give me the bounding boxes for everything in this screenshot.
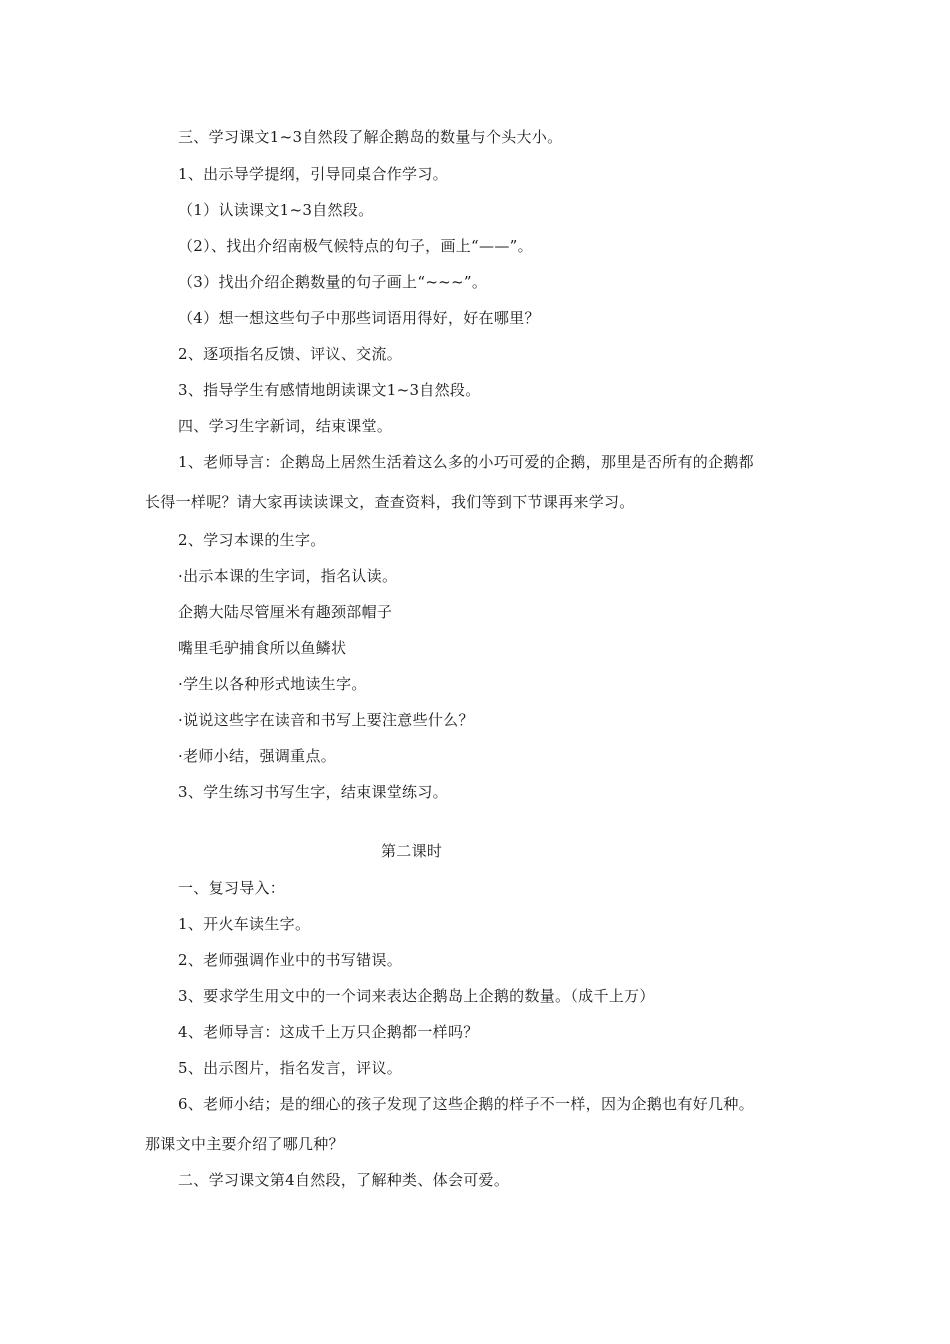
paragraph-line: 1、老师导言：企鹅岛上居然生活着这么多的小巧可爱的企鹅，那里是否所有的企鹅都 [178,453,754,471]
vocab-line: 企鹅大陆尽管厘米有趣颈部帽子 [178,603,393,621]
paragraph-line: 1、开火车读生字。 [178,915,311,933]
paragraph-line: 那课文中主要介绍了哪几种？ [145,1135,344,1153]
paragraph-line: 3、学生练习书写生字，结束课堂练习。 [178,783,448,801]
paragraph-line: 6、老师小结；是的细心的孩子发现了这些企鹅的样子不一样，因为企鹅也有好几种。 [178,1095,754,1113]
paragraph-line: 3、要求学生用文中的一个词来表达企鹅岛上企鹅的数量。（成千上万） [178,987,655,1005]
paragraph-line: 1、出示导学提纲，引导同桌合作学习。 [178,165,448,183]
paragraph-line: （2）、找出介绍南极气候特点的句子，画上“——”。 [178,237,533,255]
bullet-line: ·学生以各种形式地读生字。 [178,675,367,693]
paragraph-line: 长得一样呢？请大家再读读课文，查查资料，我们等到下节课再来学习。 [145,493,635,511]
bullet-line: ·说说这些字在读音和书写上要注意些什么？ [178,711,474,729]
section-heading-1: 一、复习导入： [178,879,286,897]
paragraph-line: 2、老师强调作业中的书写错误。 [178,951,403,969]
section-heading-2: 二、学习课文第4自然段，了解种类、体会可爱。 [178,1171,510,1189]
paragraph-line: （3）找出介绍企鹅数量的句子画上“~~~”。 [178,273,488,291]
lesson-title: 第二课时 [381,842,443,860]
bullet-line: ·老师小结，强调重点。 [178,747,337,765]
paragraph-line: （4）想一想这些句子中那些词语用得好，好在哪里？ [178,309,540,327]
vocab-line: 嘴里毛驴捕食所以鱼鳞状 [178,639,347,657]
paragraph-line: 2、学习本课的生字。 [178,531,326,549]
paragraph-line: 5、出示图片，指名发言，评议。 [178,1059,403,1077]
paragraph-line: （1）认读课文1~3自然段。 [178,201,374,219]
paragraph-line: 3、指导学生有感情地朗读课文1~3自然段。 [178,381,481,399]
bullet-line: ·出示本课的生字词，指名认读。 [178,567,398,585]
section-heading-4: 四、学习生字新词，结束课堂。 [178,417,393,435]
paragraph-line: 4、老师导言：这成千上万只企鹅都一样吗？ [178,1023,479,1041]
section-heading-3: 三、学习课文1~3自然段了解企鹅岛的数量与个头大小。 [178,128,563,146]
paragraph-line: 2、逐项指名反馈、评议、交流。 [178,345,403,363]
